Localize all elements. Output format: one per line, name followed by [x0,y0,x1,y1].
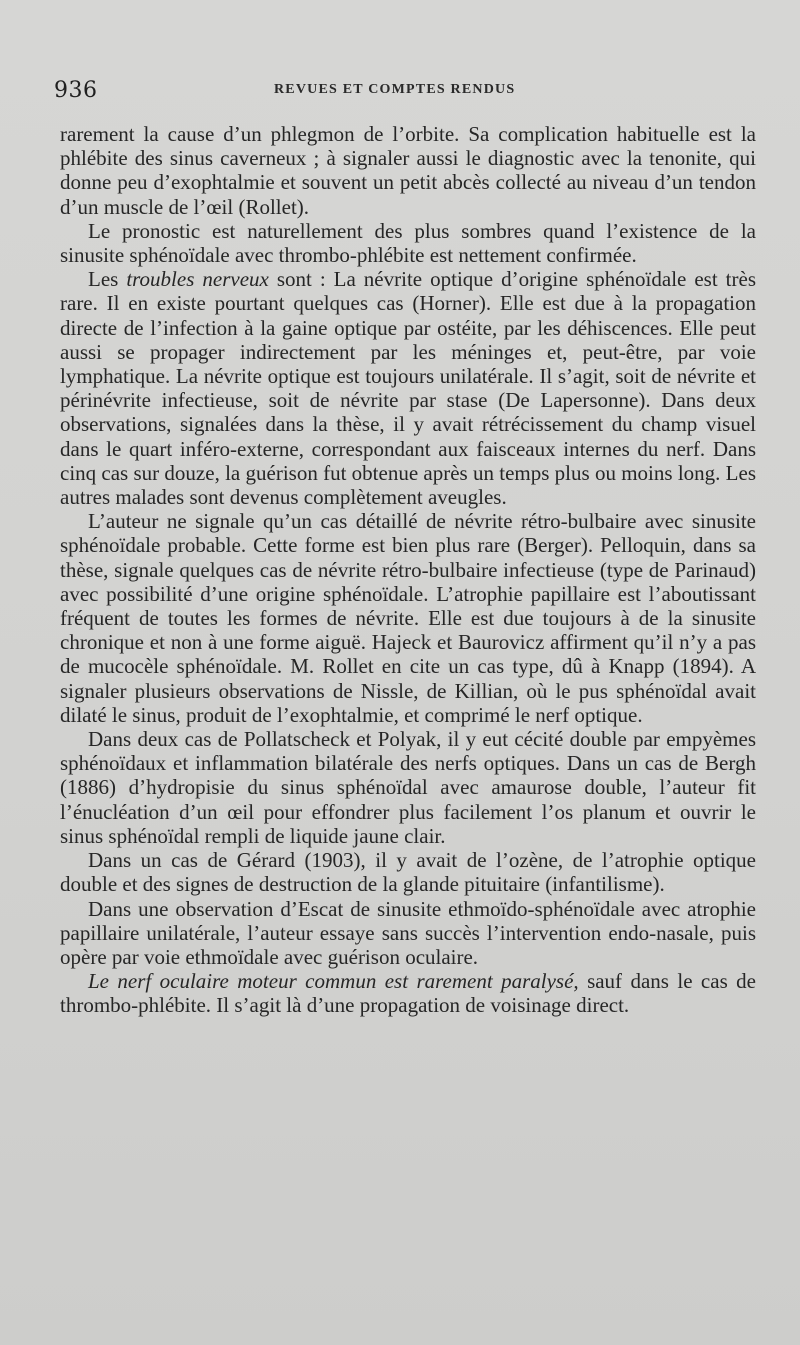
paragraph [60,897,756,970]
paragraph [60,848,756,896]
page-number: 936 [54,78,98,103]
paragraph-italic-lead: Le nerf oculaire moteur commun est rarement paralysé, [88,969,579,994]
page-header [54,78,746,108]
paragraph-text: Dans un cas de Gérard (1903), il y avait de l’ozène, de l’atrophie optique double et des signes de destruction de la glande pituitaire (infantilisme). [60,848,756,897]
paragraph-text: L’auteur ne signale qu’un cas détaillé de névrite rétro-bulbaire avec sinusite sphénoïdale probable. Cette forme est bien plus rare (Berger). Pelloquin, dans sa thèse, signale quelques cas de névrite rétro-bulbaire infectieuse (type de Parinaud) avec possibilité d’une origine sphénoïdale. L’atrophie papillaire est l’aboutissant fréquent de toutes les formes de névrite. Elle est due toujours à de la sinusite chronique et non à une forme aiguë. Hajeck et Baurovicz affirment qu’il n’y a pas de mucocèle sphénoïdale. M. Rollet en cite un cas type, dû à Knapp (1894). A signaler plusieurs observations de Nissle, de Killian, où le pus sphénoïdal avait dilaté le sinus, produit de l’exophtalmie, et comprimé le nerf optique. [60,509,756,727]
body-text [60,122,756,1018]
paragraph-text: rarement la cause d’un phlegmon de l’orbite. Sa complication habituelle est la phlébite des sinus caverneux ; à signaler aussi le diagnostic avec la tenonite, qui donne peu d’exophtalmie et souvent un petit abcès collecté au niveau d’un tendon d’un muscle de l’œil (Rollet). [60,122,756,219]
paragraph-text: Dans deux cas de Pollatscheck et Polyak, il y eut cécité double par empyèmes sphénoïdaux et inflammation bilatérale des nerfs optiques. Dans un cas de Bergh (1886) d’hydropisie du sinus sphénoïdal avec amaurose double, l’auteur fit l’énucléation d’un œil pour effondrer plus facilement l’os planum et ouvrir le sinus sphénoïdal rempli de liquide jaune clair. [60,727,756,848]
paragraph [60,727,756,848]
paragraph [60,969,756,1017]
paragraph-text: sauf dans le cas de thrombo-phlébite. Il s’agit là d’une propagation de voisinage direct. [60,969,756,1018]
paragraph-italic-lead: troubles nerveux [126,267,269,292]
paragraph-lead: Les [88,267,127,292]
paragraph [60,267,756,509]
running-title: REVUES ET COMPTES RENDUS [274,82,516,97]
paragraph-text: Le pronostic est naturellement des plus sombres quand l’existence de la sinusite sphénoïdale avec thrombo-phlébite est nettement confirmée. [60,218,756,268]
paragraph [60,122,756,219]
paragraph-text: sont : La névrite optique d’origine sphénoïdale est très rare. Il en existe pourtant quelques cas (Horner). Elle est due à la propagation directe de l’infection à la gaine optique par ostéite, par les déhiscences. Elle peut aussi se propager indirectement par les méninges et, peut-être, par voie lymphatique. La névrite optique est toujours unilatérale. Il s’agit, soit de névrite et périnévrite infectieuse, soit de névrite par stase (De Lapersonne). Dans deux observations, signalées dans la thèse, il y avait rétrécissement du champ visuel dans le quart inféro-externe, correspondant aux faisceaux internes du nerf. Dans cinq cas sur douze, la guérison fut obtenue après un temps plus ou moins long. Les autres malades sont devenus complètement aveugles. [60,267,757,510]
paragraph-text: Dans une observation d’Escat de sinusite ethmoïdo-sphénoïdale avec atrophie papillaire unilatérale, l’auteur essaye sans succès l’intervention endo-nasale, puis opère par voie ethmoïdale avec guérison oculaire. [60,896,756,969]
paragraph [60,219,756,267]
paragraph [60,509,756,727]
